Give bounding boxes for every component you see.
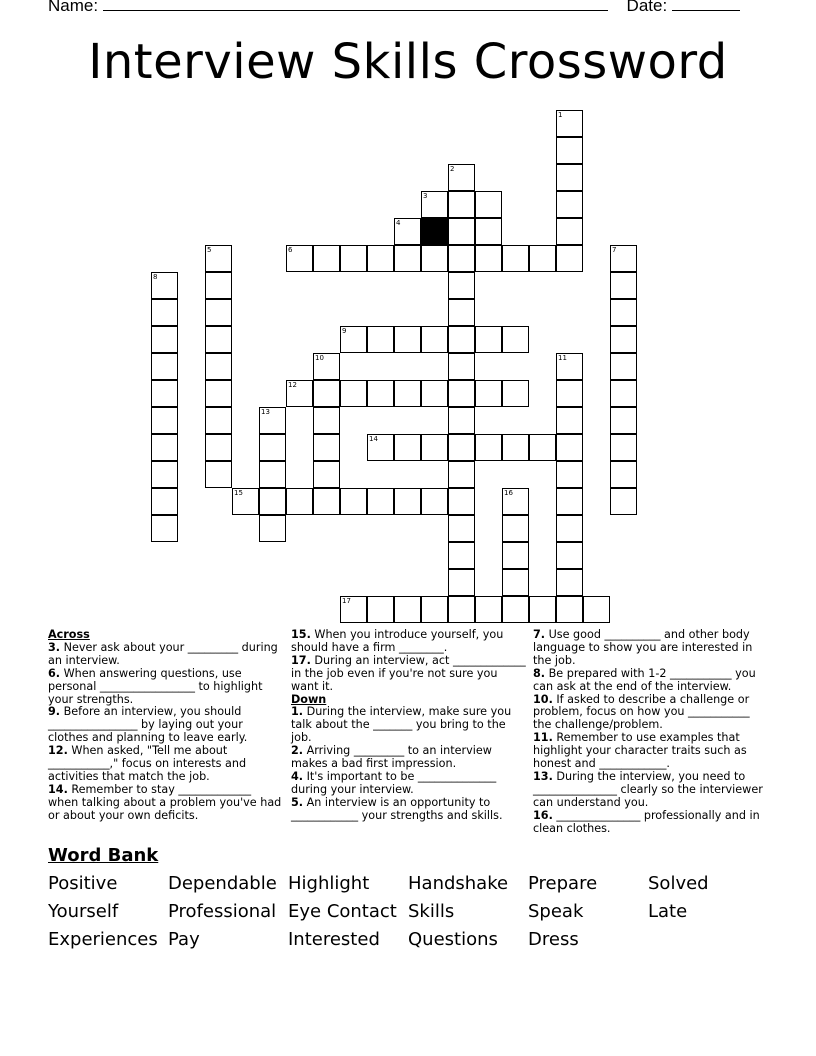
grid-cell[interactable] xyxy=(502,569,529,596)
grid-cell[interactable] xyxy=(394,596,421,623)
grid-cell[interactable] xyxy=(367,596,394,623)
grid-cell[interactable] xyxy=(448,569,475,596)
clue-number-label: 14 xyxy=(369,435,378,443)
clue-number-label: 6 xyxy=(288,246,293,254)
grid-cell[interactable] xyxy=(556,488,583,515)
grid-cell[interactable] xyxy=(421,596,448,623)
clue-number: 14. xyxy=(48,782,68,796)
clue-number: 2. xyxy=(291,744,304,758)
grid-cell[interactable] xyxy=(502,245,529,272)
grid-cell[interactable] xyxy=(556,110,583,137)
grid-cell[interactable] xyxy=(502,515,529,542)
page-title: Interview Skills Crossword xyxy=(88,34,728,90)
word-bank-title: Word Bank xyxy=(48,845,159,866)
word-bank-item: Solved xyxy=(648,873,709,894)
grid-cell[interactable] xyxy=(475,245,502,272)
grid-cell[interactable] xyxy=(448,461,475,488)
word-bank-item: Handshake xyxy=(408,873,509,894)
clue-down-16 xyxy=(533,810,769,836)
word-bank-item: Interested xyxy=(288,929,380,950)
clue-down-1 xyxy=(291,706,527,745)
grid-cell[interactable] xyxy=(610,245,637,272)
word-bank-item: Speak xyxy=(528,901,584,922)
grid-cell[interactable] xyxy=(232,488,259,515)
grid-cell[interactable] xyxy=(502,326,529,353)
clue-number-label: 10 xyxy=(315,354,324,362)
clue-number-label: 12 xyxy=(288,381,297,389)
grid-cell[interactable] xyxy=(448,218,475,245)
grid-cell[interactable] xyxy=(151,326,178,353)
grid-cell[interactable] xyxy=(313,488,340,515)
clue-text: When asked, "Tell me about ___________," focus on interests and activities that match the job. xyxy=(48,744,247,783)
grid-cell[interactable] xyxy=(610,299,637,326)
clue-number-label: 2 xyxy=(450,165,455,173)
grid-cell[interactable] xyxy=(556,542,583,569)
grid-cell[interactable] xyxy=(340,380,367,407)
grid-cell[interactable] xyxy=(286,245,313,272)
clue-text: When answering questions, use personal _________________ to highlight your strengths. xyxy=(48,666,263,706)
grid-cell[interactable] xyxy=(448,299,475,326)
grid-cell[interactable] xyxy=(205,407,232,434)
grid-cell[interactable] xyxy=(151,407,178,434)
grid-cell[interactable] xyxy=(556,461,583,488)
grid-cell[interactable] xyxy=(583,596,610,623)
grid-cell[interactable] xyxy=(502,542,529,569)
clue-number: 16. xyxy=(533,808,553,822)
clue-down-2 xyxy=(291,745,527,771)
grid-cell[interactable] xyxy=(151,353,178,380)
grid-cell[interactable] xyxy=(205,326,232,353)
grid-cell[interactable] xyxy=(421,488,448,515)
clue-down-10 xyxy=(533,694,769,733)
grid-cell[interactable] xyxy=(340,596,367,623)
clue-down-4 xyxy=(291,771,527,797)
grid-cell[interactable] xyxy=(475,326,502,353)
grid-cell[interactable] xyxy=(502,434,529,461)
clue-text: If asked to describe a challenge or problem, focus on how you ___________ the challenge/problem. xyxy=(533,692,750,732)
grid-cell[interactable] xyxy=(610,434,637,461)
clue-number: 1. xyxy=(291,705,304,719)
word-bank-item: Positive xyxy=(48,873,118,894)
clue-down-13 xyxy=(533,771,769,810)
grid-cell[interactable] xyxy=(205,299,232,326)
clue-text: _______________ professionally and in clean clothes. xyxy=(533,808,760,835)
clue-number-label: 4 xyxy=(396,219,401,227)
clue-text: During the interview, you need to _______________ clearly so the interviewer can understand you. xyxy=(533,769,763,809)
clue-number-label: 11 xyxy=(558,354,567,362)
grid-cell[interactable] xyxy=(529,245,556,272)
word-bank-item: Professional xyxy=(168,901,277,922)
grid-cell[interactable] xyxy=(151,299,178,326)
clue-text: Use good __________ and other body language to show you are interested in the job. xyxy=(533,628,753,667)
clue-number: 10. xyxy=(533,692,553,706)
word-bank-item: Prepare xyxy=(528,873,598,894)
grid-cell[interactable] xyxy=(610,488,637,515)
grid-cell[interactable] xyxy=(448,272,475,299)
clues-column-1 xyxy=(48,629,284,823)
clue-text: During the interview, make sure you talk about the _______ you bring to the job. xyxy=(291,705,512,745)
grid-cell[interactable] xyxy=(475,434,502,461)
clue-across-17 xyxy=(291,655,527,694)
clue-down-8 xyxy=(533,668,769,694)
grid-cell[interactable] xyxy=(448,515,475,542)
grid-cell[interactable] xyxy=(556,353,583,380)
grid-cell[interactable] xyxy=(367,488,394,515)
grid-cell[interactable] xyxy=(421,245,448,272)
grid-cell[interactable] xyxy=(421,326,448,353)
grid-cell[interactable] xyxy=(367,326,394,353)
clue-text: Never ask about your _________ during an interview. xyxy=(48,640,278,667)
clue-text: During an interview, act _____________ in the job even if you're not sure you want it. xyxy=(291,653,526,693)
grid-cell[interactable] xyxy=(340,488,367,515)
grid-cell[interactable] xyxy=(151,380,178,407)
grid-cell[interactable] xyxy=(205,272,232,299)
grid-cell[interactable] xyxy=(556,434,583,461)
grid-cell[interactable] xyxy=(394,245,421,272)
clue-across-9 xyxy=(48,706,284,745)
clue-number: 4. xyxy=(291,769,304,783)
grid-cell[interactable] xyxy=(448,407,475,434)
grid-cell[interactable] xyxy=(205,461,232,488)
grid-cell[interactable] xyxy=(448,245,475,272)
clue-number: 3. xyxy=(48,640,61,654)
down-heading: Down xyxy=(291,692,327,706)
grid-cell[interactable] xyxy=(205,245,232,272)
grid-cell[interactable] xyxy=(475,380,502,407)
grid-cell[interactable] xyxy=(556,191,583,218)
grid-cell[interactable] xyxy=(448,596,475,623)
clue-text: Be prepared with 1-2 ___________ you can ask at the end of the interview. xyxy=(533,666,756,693)
clue-across-6 xyxy=(48,668,284,707)
grid-cell[interactable] xyxy=(421,380,448,407)
grid-cell[interactable] xyxy=(205,434,232,461)
clue-number-label: 13 xyxy=(261,408,270,416)
clues-column-2 xyxy=(291,629,527,823)
grid-cell[interactable] xyxy=(421,191,448,218)
clue-number-label: 8 xyxy=(153,273,158,281)
grid-cell[interactable] xyxy=(475,596,502,623)
grid-cell[interactable] xyxy=(448,191,475,218)
grid-cell[interactable] xyxy=(529,434,556,461)
clue-number: 6. xyxy=(48,666,61,680)
clue-text: When you introduce yourself, you should have a firm ________. xyxy=(291,628,504,654)
grid-cell[interactable] xyxy=(205,353,232,380)
word-bank-item: Highlight xyxy=(288,873,370,894)
clue-text: It's important to be ______________ during your interview. xyxy=(291,769,497,796)
grid-cell[interactable] xyxy=(340,326,367,353)
word-bank-item: Eye Contact xyxy=(288,901,397,922)
clue-number-label: 7 xyxy=(612,246,617,254)
grid-cell[interactable] xyxy=(151,272,178,299)
grid-cell[interactable] xyxy=(313,434,340,461)
grid-cell[interactable] xyxy=(286,488,313,515)
across-heading: Across xyxy=(48,628,90,641)
grid-cell[interactable] xyxy=(448,326,475,353)
grid-cell[interactable] xyxy=(259,461,286,488)
grid-cell[interactable] xyxy=(151,488,178,515)
grid-cell[interactable] xyxy=(394,218,421,245)
grid-cell[interactable] xyxy=(205,380,232,407)
grid-cell[interactable] xyxy=(259,515,286,542)
grid-cell[interactable] xyxy=(259,434,286,461)
clue-text: An interview is an opportunity to ____________ your strengths and skills. xyxy=(291,795,503,822)
grid-cell[interactable] xyxy=(475,218,502,245)
clue-across-14 xyxy=(48,784,284,823)
grid-cell[interactable] xyxy=(313,407,340,434)
grid-cell[interactable] xyxy=(394,488,421,515)
grid-cell[interactable] xyxy=(610,353,637,380)
grid-cell[interactable] xyxy=(286,380,313,407)
grid-cell[interactable] xyxy=(259,407,286,434)
clue-down-7 xyxy=(533,629,769,668)
clue-number: 17. xyxy=(291,653,311,667)
grid-cell[interactable] xyxy=(610,407,637,434)
clue-number: 8. xyxy=(533,666,546,680)
grid-cell[interactable] xyxy=(448,488,475,515)
word-bank-item: Dress xyxy=(528,929,579,950)
grid-cell[interactable] xyxy=(556,245,583,272)
name-label: Name: xyxy=(48,0,99,15)
clue-number-label: 17 xyxy=(342,597,351,605)
word-bank-item: Yourself xyxy=(48,901,119,922)
grid-cell[interactable] xyxy=(556,407,583,434)
grid-cell[interactable] xyxy=(556,164,583,191)
clue-text: Remember to use examples that highlight your character traits such as honest and ____________. xyxy=(533,731,747,771)
grid-cell[interactable] xyxy=(448,353,475,380)
clues-column-3 xyxy=(533,629,769,836)
grid-cell[interactable] xyxy=(367,380,394,407)
clue-across-15 xyxy=(291,629,527,655)
grid-cell[interactable] xyxy=(556,380,583,407)
clue-number-label: 3 xyxy=(423,192,428,200)
clue-across-3 xyxy=(48,642,284,668)
word-bank-item: Pay xyxy=(168,929,200,950)
word-bank-item: Dependable xyxy=(168,873,277,894)
clue-number: 12. xyxy=(48,744,68,758)
clue-text: Before an interview, you should ________________ by laying out your clothes and planning to leave early. xyxy=(48,705,248,745)
clue-number: 9. xyxy=(48,705,61,719)
grid-cell[interactable] xyxy=(448,434,475,461)
grid-cell[interactable] xyxy=(151,434,178,461)
grid-cell[interactable] xyxy=(394,434,421,461)
grid-cell[interactable] xyxy=(259,488,286,515)
grid-cell[interactable] xyxy=(502,596,529,623)
grid-cell[interactable] xyxy=(367,245,394,272)
clue-number-label: 5 xyxy=(207,246,212,254)
grid-cell[interactable] xyxy=(610,461,637,488)
word-bank-item: Late xyxy=(648,901,688,922)
grid-cell[interactable] xyxy=(556,596,583,623)
grid-cell[interactable] xyxy=(448,542,475,569)
grid-cell[interactable] xyxy=(151,515,178,542)
grid-cell[interactable] xyxy=(448,380,475,407)
clue-number-label: 1 xyxy=(558,111,563,119)
grid-cell[interactable] xyxy=(313,461,340,488)
grid-cell[interactable] xyxy=(421,434,448,461)
grid-cell[interactable] xyxy=(313,245,340,272)
grid-cell[interactable] xyxy=(610,380,637,407)
grid-cell[interactable] xyxy=(610,272,637,299)
grid-cell[interactable] xyxy=(367,434,394,461)
clue-down-11 xyxy=(533,732,769,771)
grid-cell[interactable] xyxy=(394,380,421,407)
grid-cell[interactable] xyxy=(556,137,583,164)
grid-cell[interactable] xyxy=(610,326,637,353)
clue-number: 15. xyxy=(291,628,311,641)
word-bank xyxy=(48,873,768,951)
grid-cell[interactable] xyxy=(502,488,529,515)
grid-cell[interactable] xyxy=(475,191,502,218)
grid-cell[interactable] xyxy=(394,326,421,353)
grid-cell[interactable] xyxy=(556,218,583,245)
clue-number-label: 9 xyxy=(342,327,347,335)
clue-number: 7. xyxy=(533,628,546,641)
grid-cell[interactable] xyxy=(556,515,583,542)
clue-number: 13. xyxy=(533,769,553,783)
clue-number: 11. xyxy=(533,731,553,745)
clue-text: Arriving _________ to an interview makes a bad first impression. xyxy=(291,744,492,771)
word-bank-item: Questions xyxy=(408,929,498,950)
grid-cell[interactable] xyxy=(556,569,583,596)
clue-down-5 xyxy=(291,797,527,823)
grid-cell[interactable] xyxy=(313,353,340,380)
blocked-cell xyxy=(421,218,448,245)
word-bank-item: Skills xyxy=(408,901,455,922)
grid-cell[interactable] xyxy=(502,380,529,407)
clue-number: 5. xyxy=(291,795,304,809)
date-label: Date: xyxy=(626,0,668,15)
grid-cell[interactable] xyxy=(313,380,340,407)
clue-number-label: 16 xyxy=(504,489,513,497)
grid-cell[interactable] xyxy=(448,164,475,191)
clue-text: Remember to stay _____________ when talking about a problem you've had or about your own deficits. xyxy=(48,782,282,822)
grid-cell[interactable] xyxy=(529,596,556,623)
grid-cell[interactable] xyxy=(340,245,367,272)
clue-across-12 xyxy=(48,745,284,784)
word-bank-item: Experiences xyxy=(48,929,158,950)
grid-cell[interactable] xyxy=(151,461,178,488)
clue-number-label: 15 xyxy=(234,489,243,497)
